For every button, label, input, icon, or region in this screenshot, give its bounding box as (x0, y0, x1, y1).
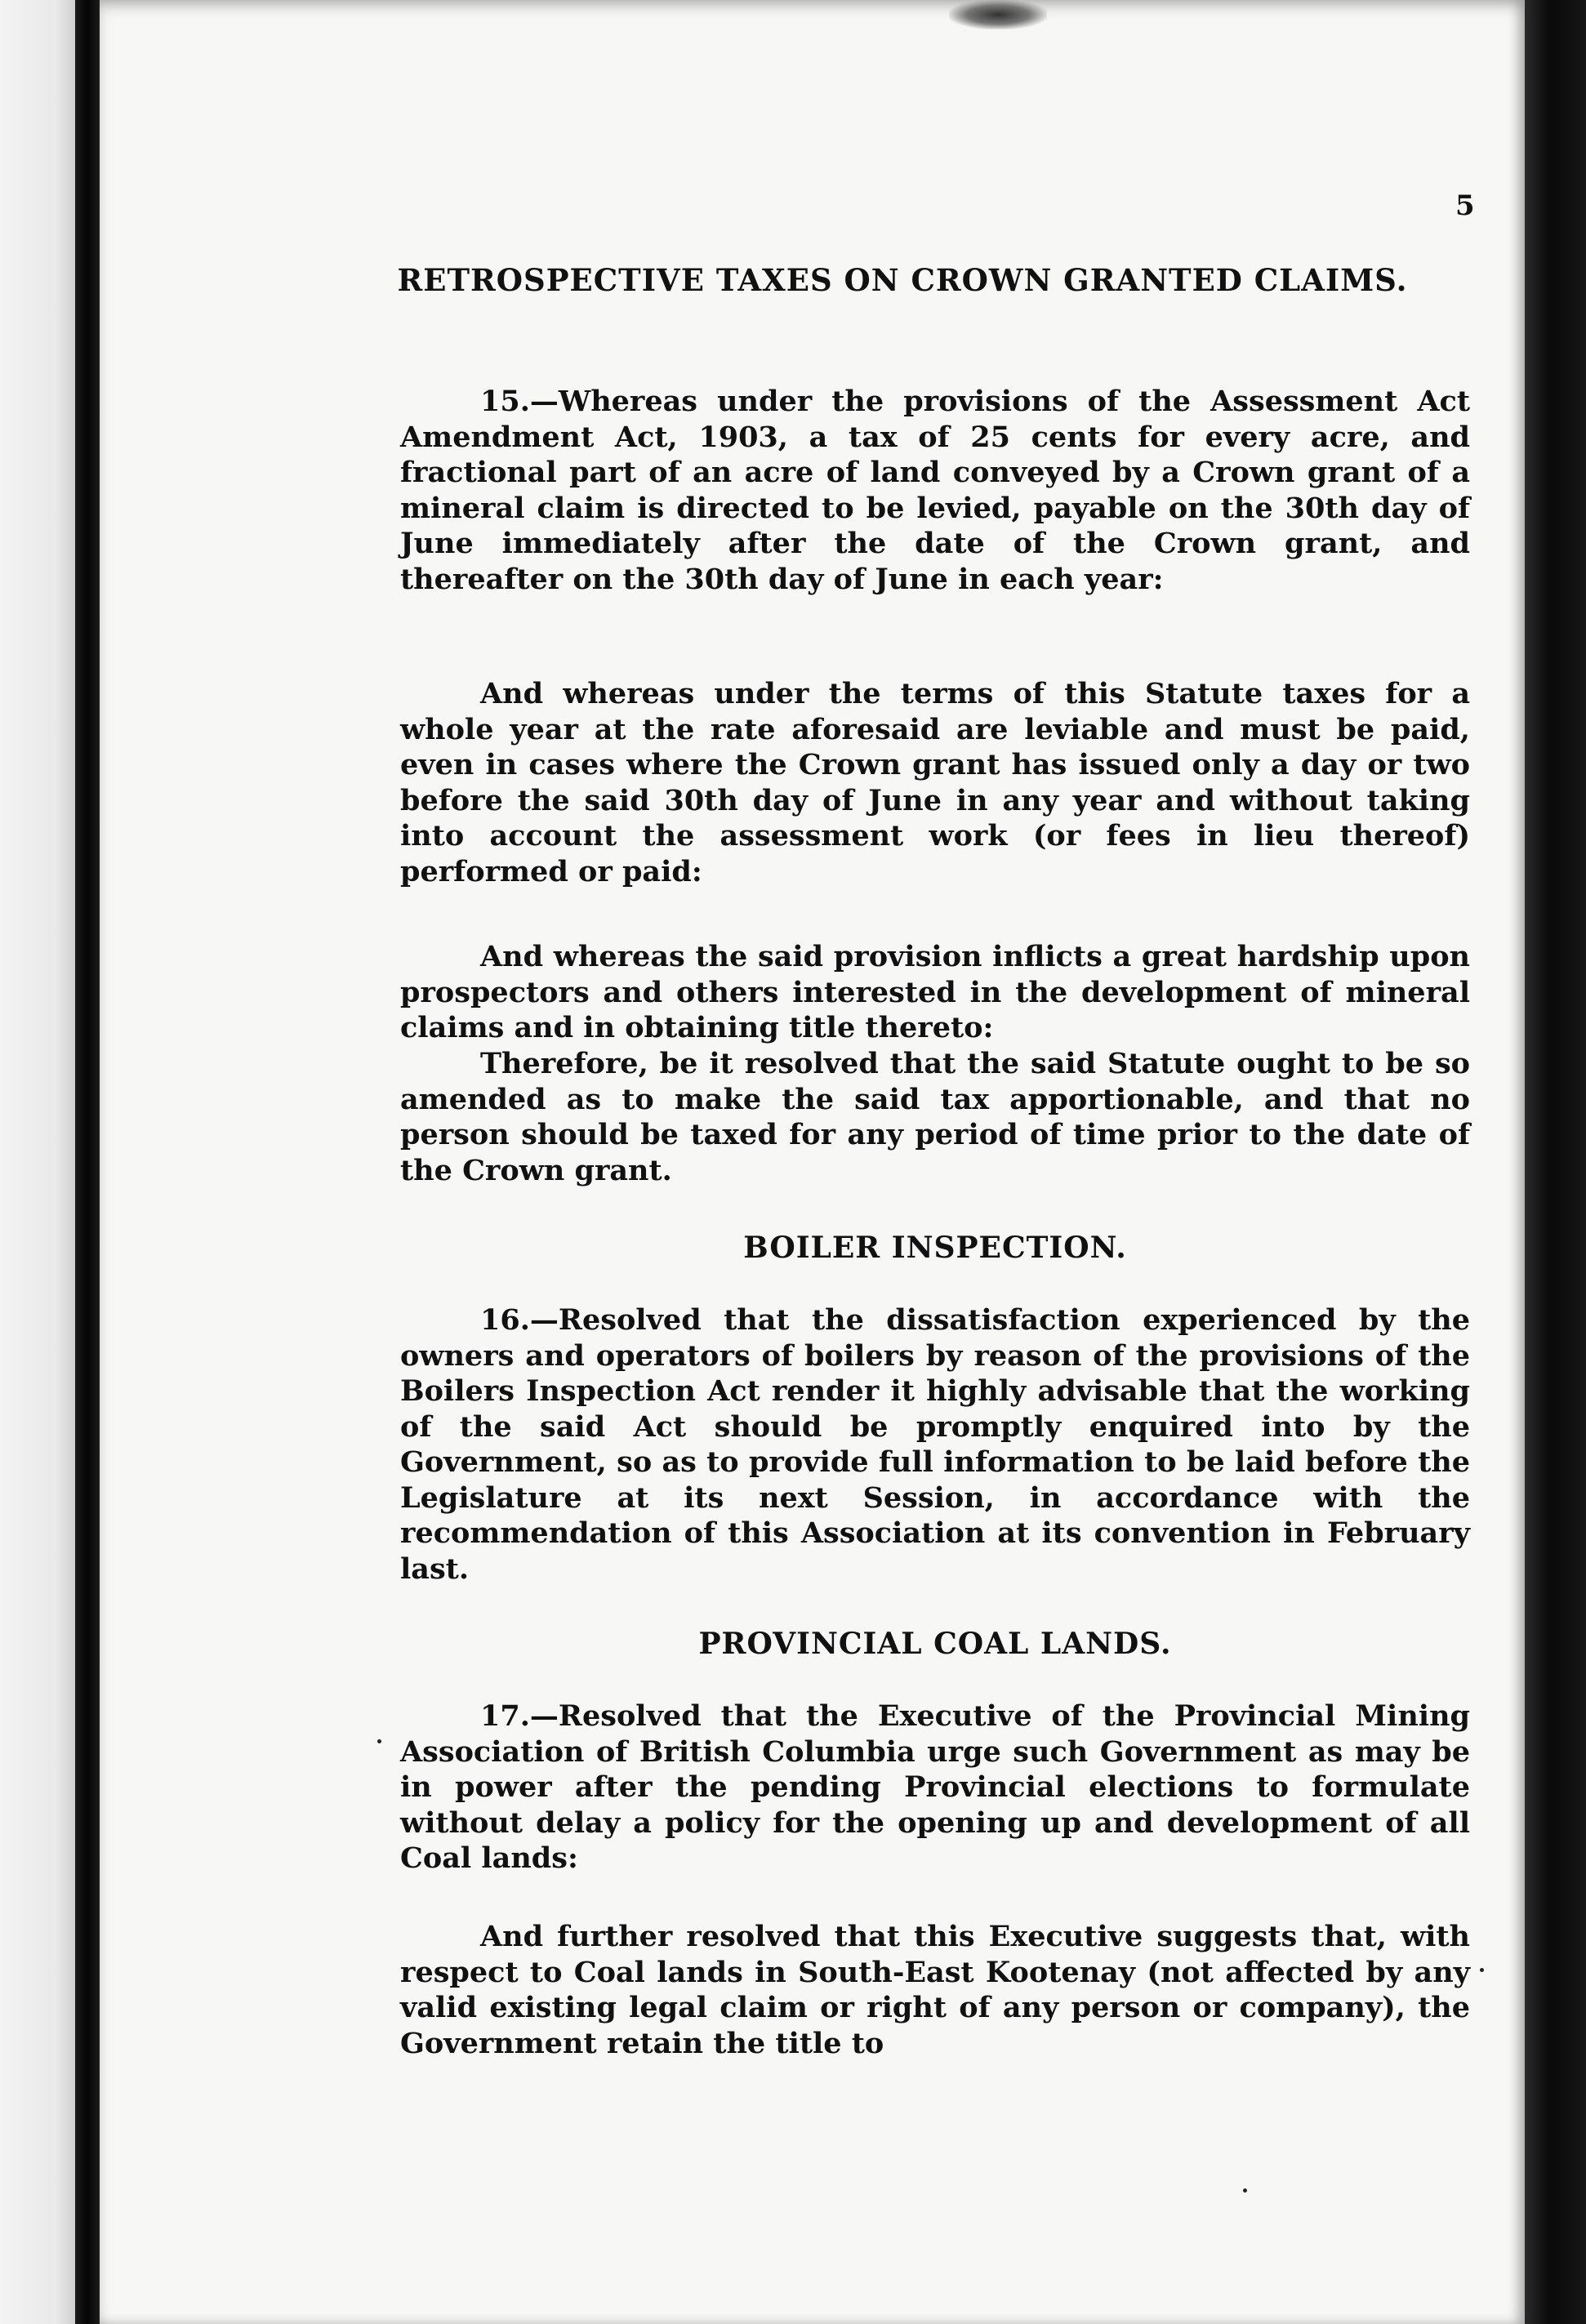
scan-speck (377, 1739, 381, 1743)
scan-background-edge (1525, 0, 1586, 2324)
paragraph-resolution-15-therefore: Therefore, be it resolved that the said Statute ought to be so amended as to make the said tax apportionable, and that no person should be taxed for any period of time prior to the date of the Crown grant. (400, 1047, 1470, 1187)
scan-speck (1480, 1968, 1484, 1972)
scan-smudge (949, 0, 1047, 29)
scan-speck (1243, 2188, 1247, 2193)
book-gutter (75, 0, 100, 2324)
section-heading-boiler-inspection: BOILER INSPECTION. (743, 1231, 1127, 1265)
paragraph-resolution-15-whereas-statute: And whereas under the terms of this Statute taxes for a whole year at the rate aforesaid are leviable and must be paid, even in cases where the Crown grant has issued only a day or two before the said 30th day of June in any year and without taking into account the assessment work (or fees in lieu thereof) performed or paid: (400, 677, 1470, 888)
section-heading-retrospective-taxes: RETROSPECTIVE TAXES ON CROWN GRANTED CLAIMS. (397, 262, 1408, 298)
section-heading-provincial-coal-lands: PROVINCIAL COAL LANDS. (698, 1627, 1172, 1661)
document-page (100, 0, 1525, 2324)
page-number: 5 (1455, 189, 1475, 222)
facing-page-edge (0, 0, 75, 2324)
paragraph-resolution-17: 17.—Resolved that the Executive of the Provincial Mining Association of British Columbia urge such Government as may be in power after the pending Provincial elections to formulate without delay a policy for the opening up and development of all Coal lands: (400, 1699, 1470, 1875)
paragraph-resolution-17-further: And further resolved that this Executive suggests that, with respect to Coal lands in South-East Kootenay (not affected by any valid existing legal claim or right of any person or company), the Government retain the title to (400, 1920, 1470, 2060)
paragraph-resolution-16: 16.—Resolved that the dissatisfaction experienced by the owners and operators of boilers by reason of the provisions of the Boilers Inspection Act render it highly advisable that the working of the said Act should be promptly enquired into by the Government, so as to provide full information to be laid before the Legislature at its next Session, in accordance with the recommendation of this Association at its convention in February last. (400, 1303, 1470, 1586)
paragraph-resolution-15: 15.—Whereas under the provisions of the Assessment Act Amendment Act, 1903, a tax of 25 cents for every acre, and fractional part of an acre of land conveyed by a Crown grant of a mineral claim is directed to be levied, payable on the 30th day of June immediately after the date of the Crown grant, and thereafter on the 30th day of June in each year: (400, 385, 1470, 596)
paragraph-resolution-15-whereas-hardship: And whereas the said provision inflicts a great hardship upon prospectors and others interested in the development of mineral claims and in obtaining title thereto: (400, 940, 1470, 1044)
